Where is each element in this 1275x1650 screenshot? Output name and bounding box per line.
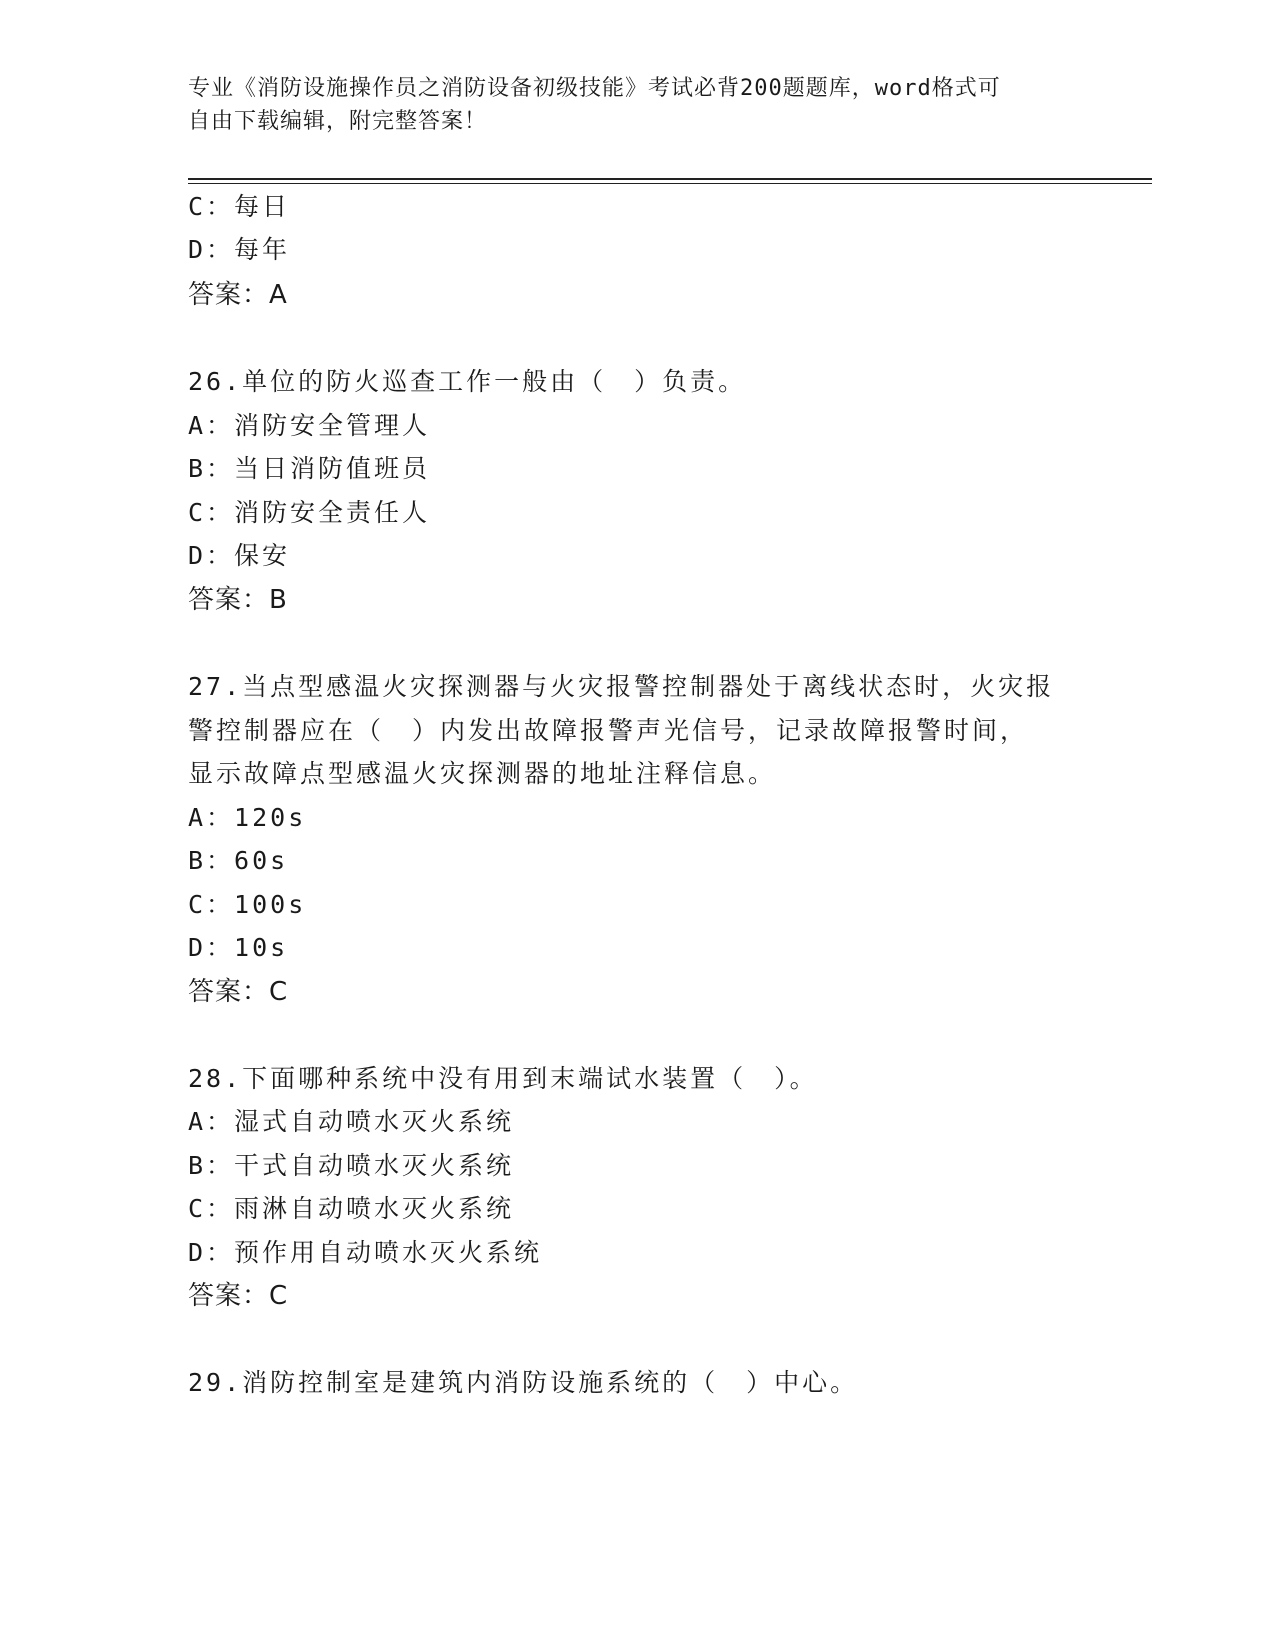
q27-option-c: C：100s bbox=[188, 890, 307, 919]
header-divider-thick bbox=[188, 178, 1152, 180]
q27-stem-line-3: 显示故障点型感温火灾探测器的地址注释信息。 bbox=[188, 759, 777, 788]
prev-answer: 答案：A bbox=[188, 280, 288, 310]
q28-option-b: B：干式自动喷水灭火系统 bbox=[188, 1151, 515, 1180]
header-title-line-2: 自由下载编辑，附完整答案！ bbox=[188, 109, 488, 134]
q26-option-d: D：保安 bbox=[188, 541, 291, 570]
q26-option-c: C：消防安全责任人 bbox=[188, 498, 431, 527]
q26-stem: 26.单位的防火巡查工作一般由（ ）负责。 bbox=[188, 367, 747, 396]
header-divider-thin bbox=[188, 183, 1152, 184]
q28-stem: 28.下面哪种系统中没有用到末端试水装置（ ）。 bbox=[188, 1064, 818, 1093]
q27-option-b: B：60s bbox=[188, 846, 289, 875]
q27-answer: 答案：C bbox=[188, 977, 289, 1007]
q27-option-a: A：120s bbox=[188, 803, 307, 832]
q28-option-a: A：湿式自动喷水灭火系统 bbox=[188, 1107, 515, 1136]
prev-option-c: C：每日 bbox=[188, 192, 291, 221]
document-header bbox=[188, 72, 1088, 138]
q28-option-d: D：预作用自动喷水灭火系统 bbox=[188, 1238, 543, 1267]
q28-answer: 答案：C bbox=[188, 1281, 289, 1311]
q27-option-d: D：10s bbox=[188, 933, 289, 962]
q26-option-a: A：消防安全管理人 bbox=[188, 411, 431, 440]
q28-option-c: C：雨淋自动喷水灭火系统 bbox=[188, 1194, 515, 1223]
q26-answer: 答案：B bbox=[188, 585, 288, 615]
q26-option-b: B：当日消防值班员 bbox=[188, 454, 431, 483]
header-title-line-1: 专业《消防设施操作员之消防设备初级技能》考试必背200题题库，word格式可 bbox=[188, 76, 1001, 101]
q27-stem-line-1: 27.当点型感温火灾探测器与火灾报警控制器处于离线状态时，火灾报 bbox=[188, 672, 1055, 701]
q27-stem-line-2: 警控制器应在（ ）内发出故障报警声光信号，记录故障报警时间， bbox=[188, 716, 1029, 745]
prev-option-d: D：每年 bbox=[188, 235, 291, 264]
q29-stem: 29.消防控制室是建筑内消防设施系统的（ ）中心。 bbox=[188, 1368, 859, 1397]
